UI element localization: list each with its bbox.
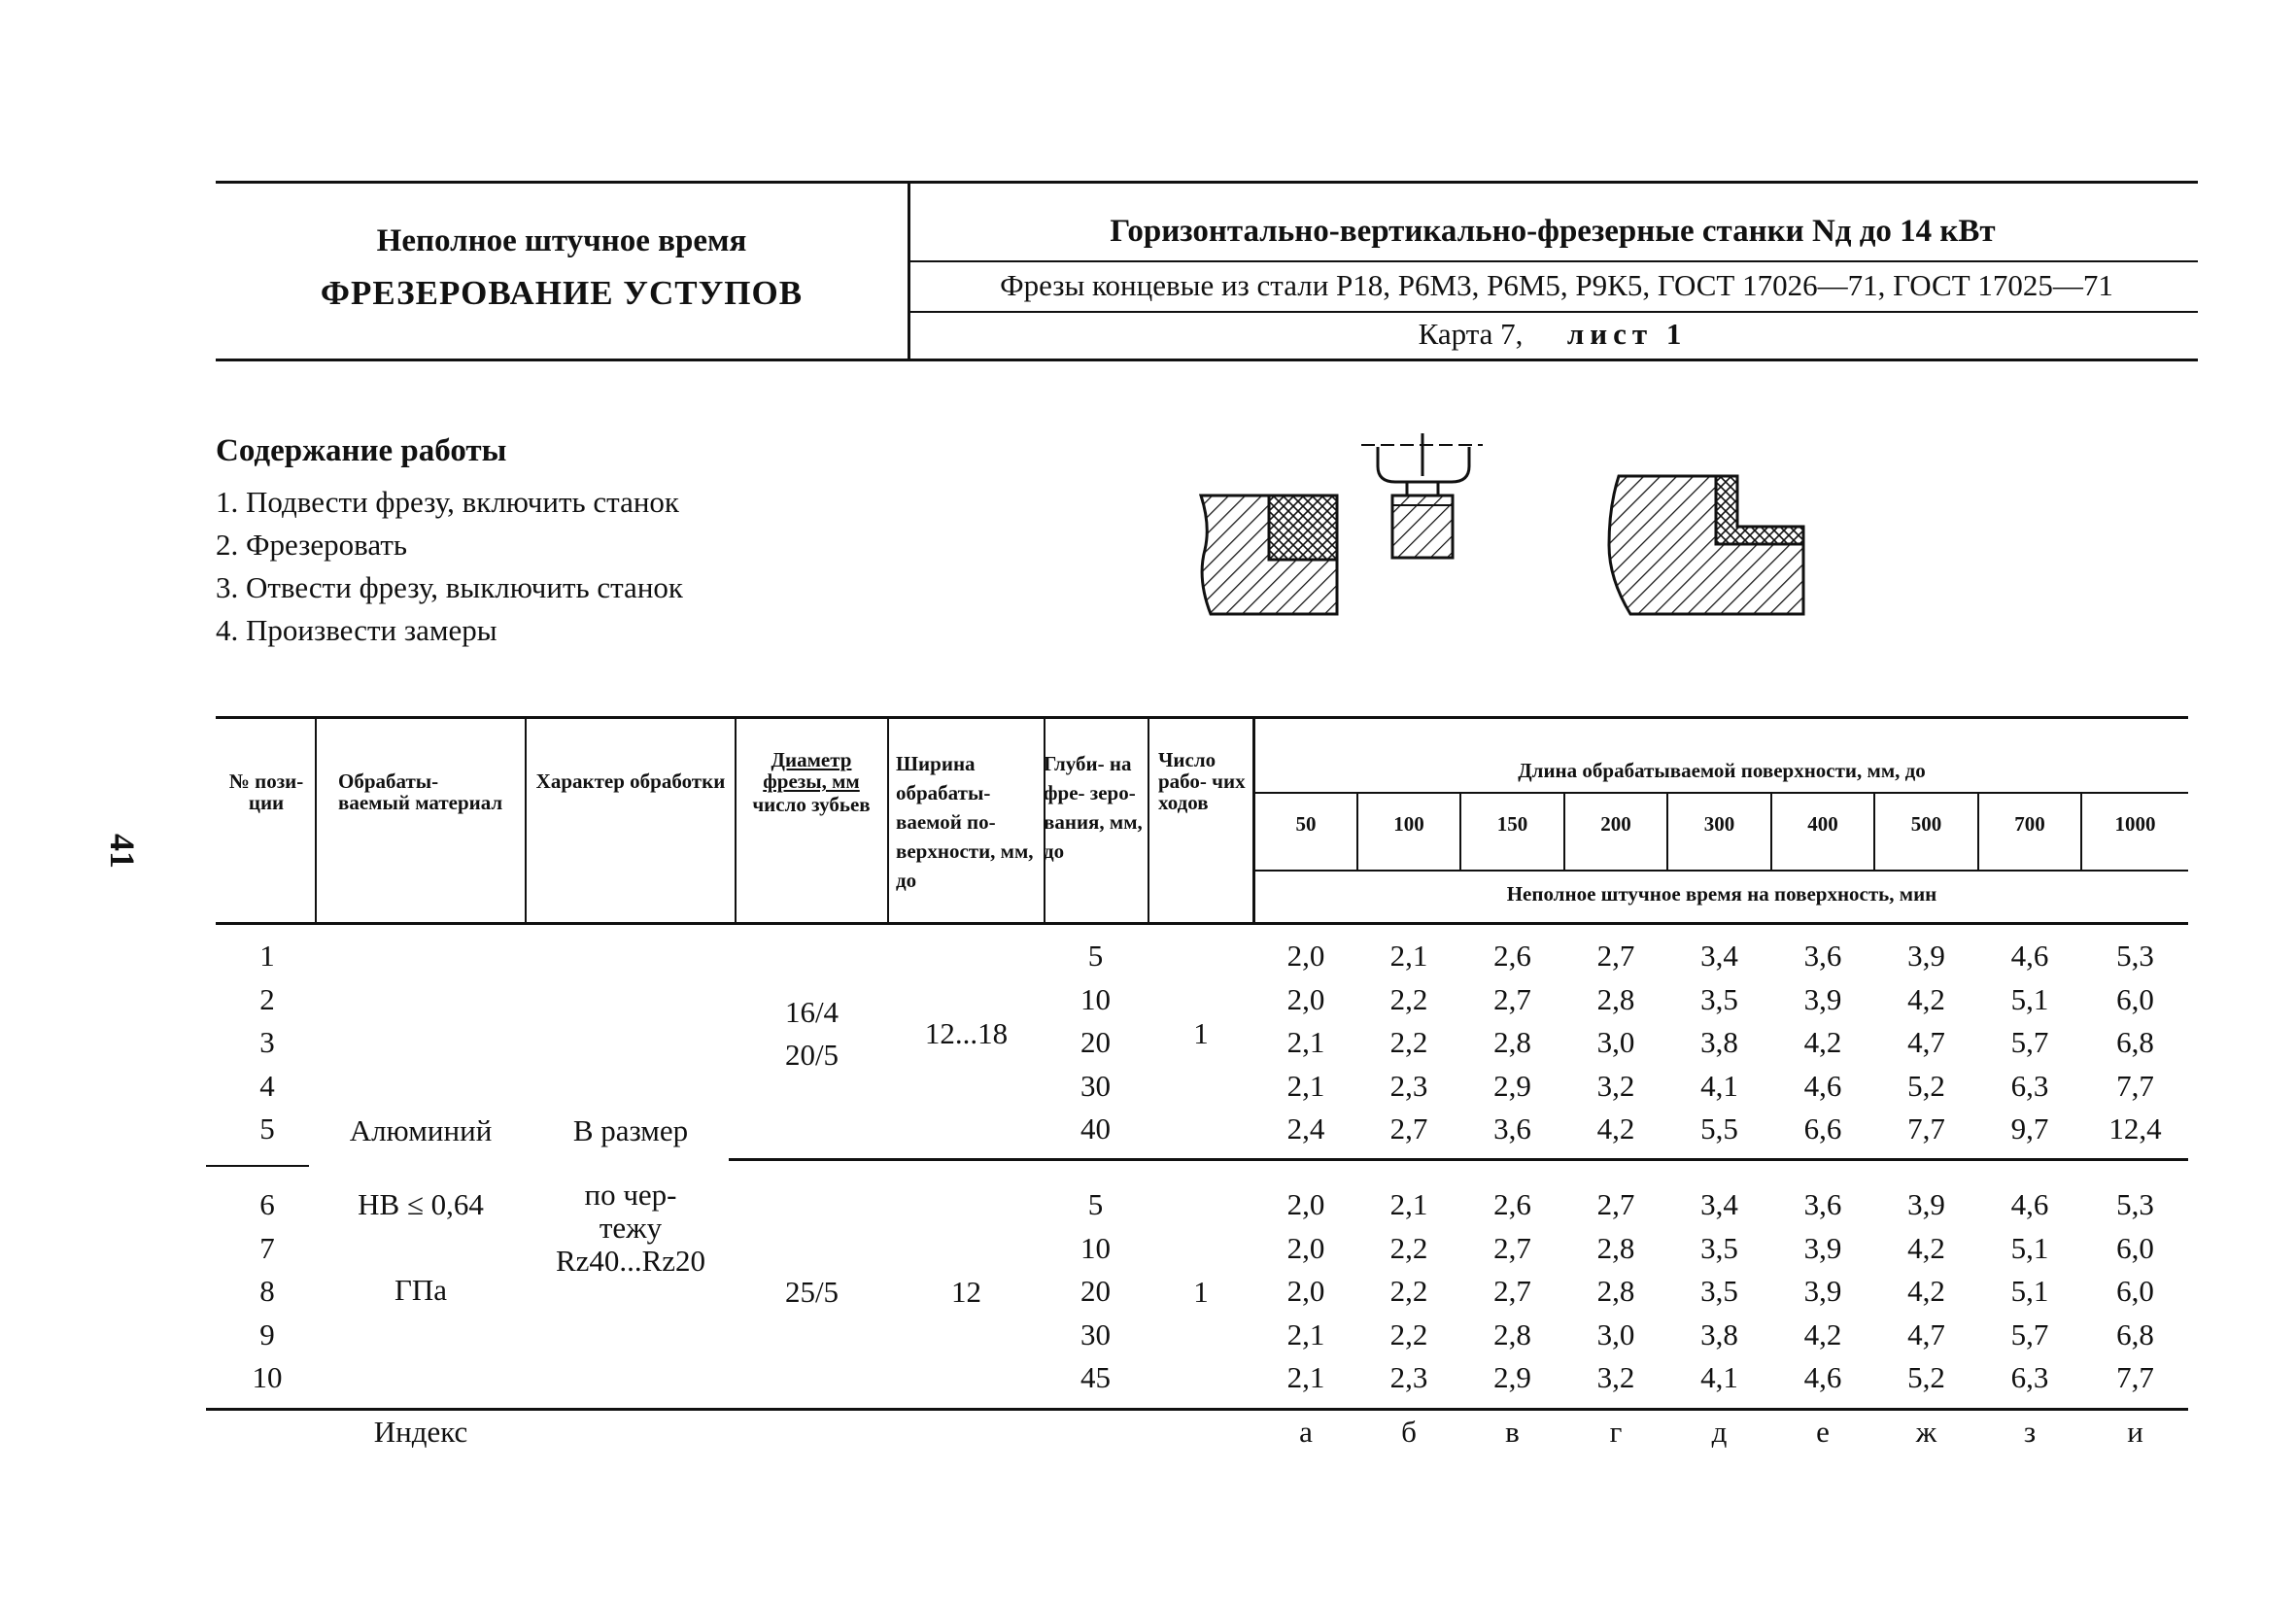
diameter-value: 25/5 <box>784 1275 840 1309</box>
time-value: 5,3 <box>2116 939 2154 973</box>
time-value: 2,9 <box>1493 1068 1531 1103</box>
work-step: 1. Подвести фрезу, включить станок <box>216 485 679 519</box>
time-value: 3,5 <box>1700 1230 1738 1265</box>
col-header-diameter: Диаметр фрезы, мм <box>763 748 860 793</box>
milling-step-diagram <box>1191 433 1823 628</box>
time-value: 3,0 <box>1596 1025 1635 1059</box>
time-value: 3,6 <box>1493 1111 1531 1145</box>
time-value: 5,2 <box>1907 1360 1945 1394</box>
col-header-passes: Число рабо- чих ходов <box>1158 748 1246 814</box>
material-name: Алюминий <box>349 1113 493 1147</box>
time-value: 9,7 <box>2010 1111 2049 1145</box>
workpiece-left-icon <box>1201 496 1337 614</box>
diameter-value: 16/4 <box>784 995 840 1029</box>
material-hardness: НВ ≤ 0,64 <box>358 1187 484 1221</box>
time-value: 2,4 <box>1286 1111 1325 1145</box>
index-letter: ж <box>1915 1415 1937 1449</box>
time-value: 3,4 <box>1700 1187 1738 1221</box>
material-unit: ГПа <box>394 1273 448 1307</box>
header-machine: Горизонтально-вертикально-фрезерные станки Nд до 14 кВт <box>1110 214 1996 249</box>
time-value: 2,3 <box>1389 1360 1428 1394</box>
col-header-depth: Глуби- на фре- зеро- вания, мм, до <box>1044 752 1143 863</box>
time-value: 2,2 <box>1389 1316 1428 1351</box>
time-value: 6,0 <box>2116 1274 2154 1308</box>
index-label: Индекс <box>373 1415 468 1449</box>
time-value: 2,2 <box>1389 981 1428 1016</box>
position-number: 4 <box>259 1068 275 1103</box>
depth-value: 5 <box>1087 939 1104 973</box>
process-line: В размер <box>572 1113 689 1147</box>
time-value: 2,1 <box>1389 939 1428 973</box>
time-value: 3,2 <box>1596 1360 1635 1394</box>
time-value: 2,8 <box>1596 1274 1635 1308</box>
time-value: 2,7 <box>1389 1111 1428 1145</box>
time-value: 3,9 <box>1907 1187 1945 1221</box>
time-value: 3,5 <box>1700 981 1738 1016</box>
length-header: 500 <box>1910 812 1942 836</box>
time-value: 2,2 <box>1389 1230 1428 1265</box>
length-header: 100 <box>1393 812 1424 836</box>
time-value: 5,2 <box>1907 1068 1945 1103</box>
work-content-title: Содержание работы <box>216 433 507 468</box>
time-value: 2,0 <box>1286 1230 1325 1265</box>
time-value: 4,6 <box>1803 1360 1842 1394</box>
time-value: 5,7 <box>2010 1025 2049 1059</box>
time-value: 4,1 <box>1700 1360 1738 1394</box>
process-line: тежу <box>599 1211 663 1245</box>
time-value: 3,5 <box>1700 1274 1738 1308</box>
work-step: 2. Фрезеровать <box>216 528 408 562</box>
card-number: Карта 7, <box>1418 317 1524 351</box>
time-value: 4,2 <box>1907 981 1945 1016</box>
work-content <box>216 433 1090 652</box>
time-value: 2,1 <box>1286 1068 1325 1103</box>
process-line: Rz40...Rz20 <box>555 1244 706 1278</box>
width-value: 12 <box>951 1275 981 1309</box>
time-value: 2,7 <box>1493 1230 1531 1265</box>
time-value: 6,0 <box>2116 981 2154 1016</box>
length-header: 200 <box>1600 812 1631 836</box>
position-number: 2 <box>259 981 275 1016</box>
passes-value: 1 <box>1193 1275 1209 1309</box>
time-value: 4,2 <box>1803 1316 1842 1351</box>
time-value: 5,3 <box>2116 1187 2154 1221</box>
time-value: 2,1 <box>1286 1025 1325 1059</box>
time-value: 3,9 <box>1803 1274 1842 1308</box>
time-value: 2,0 <box>1286 1187 1325 1221</box>
time-value: 4,2 <box>1907 1274 1945 1308</box>
time-value: 2,1 <box>1389 1187 1428 1221</box>
col-header-length-group: Длина обрабатываемой поверхности, мм, до <box>1518 759 1926 782</box>
position-number: 1 <box>259 939 275 973</box>
time-value: 2,8 <box>1596 1230 1635 1265</box>
col-header-width: Ширина обрабаты- ваемой по- верхности, мм, до <box>896 752 1034 892</box>
time-value: 2,8 <box>1596 981 1635 1016</box>
depth-value: 30 <box>1080 1068 1111 1103</box>
time-value: 6,3 <box>2010 1068 2049 1103</box>
time-value: 4,2 <box>1803 1025 1842 1059</box>
passes-value: 1 <box>1193 1016 1209 1050</box>
time-value: 6,6 <box>1803 1111 1842 1145</box>
time-value: 5,1 <box>2010 1230 2049 1265</box>
work-step: 3. Отвести фрезу, выключить станок <box>216 570 683 604</box>
time-value: 2,3 <box>1389 1068 1428 1103</box>
time-value: 3,4 <box>1700 939 1738 973</box>
time-value: 2,1 <box>1286 1316 1325 1351</box>
end-mill-cutter-icon <box>1361 433 1483 558</box>
time-value: 2,2 <box>1389 1025 1428 1059</box>
position-number: 6 <box>259 1187 275 1221</box>
depth-value: 5 <box>1087 1187 1104 1221</box>
index-letter: б <box>1401 1415 1417 1449</box>
col-header-time-group: Неполное штучное время на поверхность, мин <box>1506 882 1937 906</box>
time-value: 7,7 <box>2116 1360 2154 1394</box>
depth-value: 20 <box>1080 1274 1111 1308</box>
time-norms-table <box>206 716 2188 1454</box>
time-value: 4,1 <box>1700 1068 1738 1103</box>
header-card <box>908 317 2198 352</box>
diameter-value: 20/5 <box>784 1038 840 1072</box>
col-header-teeth: число зубьев <box>752 793 871 816</box>
time-value: 5,1 <box>2010 981 2049 1016</box>
depth-value: 45 <box>1080 1360 1111 1394</box>
time-value: 4,7 <box>1907 1316 1945 1351</box>
position-number: 8 <box>259 1274 275 1308</box>
time-value: 3,8 <box>1700 1025 1738 1059</box>
time-value: 2,0 <box>1286 981 1325 1016</box>
position-number: 10 <box>252 1360 283 1394</box>
time-value: 5,1 <box>2010 1274 2049 1308</box>
time-value: 2,6 <box>1493 939 1531 973</box>
header-cutters: Фрезы концевые из стали Р18, Р6М3, Р6М5, Р9К5, ГОСТ 17026—71, ГОСТ 17025—71 <box>1000 268 2113 302</box>
time-value: 3,6 <box>1803 1187 1842 1221</box>
length-header: 1000 <box>2114 812 2156 836</box>
time-value: 3,9 <box>1907 939 1945 973</box>
time-value: 2,7 <box>1493 1274 1531 1308</box>
time-value: 4,6 <box>1803 1068 1842 1103</box>
time-value: 4,6 <box>2010 1187 2049 1221</box>
workpiece-right-icon <box>1609 476 1803 614</box>
time-value: 2,8 <box>1493 1316 1531 1351</box>
index-letter: з <box>2023 1415 2037 1449</box>
time-value: 2,0 <box>1286 939 1325 973</box>
width-value: 12...18 <box>924 1016 1009 1050</box>
length-header: 50 <box>1295 812 1317 836</box>
time-value: 5,5 <box>1700 1111 1738 1145</box>
depth-value: 20 <box>1080 1025 1111 1059</box>
time-value: 7,7 <box>1907 1111 1945 1145</box>
time-value: 4,6 <box>2010 939 2049 973</box>
time-value: 6,0 <box>2116 1230 2154 1265</box>
col-header-process: Характер обработки <box>535 769 726 793</box>
header-title: Неполное штучное время <box>376 223 747 258</box>
time-value: 2,9 <box>1493 1360 1531 1394</box>
index-letter: и <box>2127 1415 2143 1449</box>
work-step: 4. Произвести замеры <box>216 613 497 647</box>
time-value: 2,7 <box>1596 1187 1635 1221</box>
length-header: 400 <box>1807 812 1838 836</box>
time-value: 7,7 <box>2116 1068 2154 1103</box>
time-value: 6,3 <box>2010 1360 2049 1394</box>
position-number: 5 <box>259 1111 275 1145</box>
length-header: 700 <box>2014 812 2045 836</box>
index-letter: е <box>1816 1415 1830 1449</box>
time-value: 2,8 <box>1493 1025 1531 1059</box>
position-number: 3 <box>259 1025 275 1059</box>
process-line: по чер- <box>584 1178 677 1212</box>
index-letter: в <box>1505 1415 1520 1449</box>
time-value: 6,8 <box>2116 1025 2154 1059</box>
index-letter: а <box>1299 1415 1313 1449</box>
position-number: 9 <box>259 1316 275 1351</box>
document-header <box>216 181 2198 361</box>
time-value: 3,2 <box>1596 1068 1635 1103</box>
time-value: 6,8 <box>2116 1316 2154 1351</box>
depth-value: 10 <box>1080 1230 1111 1265</box>
time-value: 3,8 <box>1700 1316 1738 1351</box>
time-value: 3,9 <box>1803 1230 1842 1265</box>
time-value: 2,7 <box>1596 939 1635 973</box>
time-value: 5,7 <box>2010 1316 2049 1351</box>
page-number: 41 <box>103 834 142 869</box>
depth-value: 30 <box>1080 1316 1111 1351</box>
col-header-material: Обрабаты- ваемый материал <box>338 769 503 814</box>
time-value: 3,0 <box>1596 1316 1635 1351</box>
index-letter: г <box>1609 1415 1623 1449</box>
header-subtitle: ФРЕЗЕРОВАНИЕ УСТУПОВ <box>320 274 804 312</box>
time-value: 2,0 <box>1286 1274 1325 1308</box>
time-value: 2,6 <box>1493 1187 1531 1221</box>
time-value: 2,1 <box>1286 1360 1325 1394</box>
length-header: 150 <box>1496 812 1528 836</box>
time-value: 2,7 <box>1493 981 1531 1016</box>
time-value: 4,2 <box>1596 1111 1635 1145</box>
time-value: 4,2 <box>1907 1230 1945 1265</box>
col-header-position: № пози- ции <box>228 769 304 814</box>
time-value: 3,6 <box>1803 939 1842 973</box>
time-value: 2,2 <box>1389 1274 1428 1308</box>
length-header: 300 <box>1703 812 1735 836</box>
depth-value: 40 <box>1080 1111 1111 1145</box>
time-value: 4,7 <box>1907 1025 1945 1059</box>
sheet-number: лист 1 <box>1566 317 1688 351</box>
position-number: 7 <box>259 1230 275 1265</box>
index-letter: д <box>1711 1415 1728 1449</box>
depth-value: 10 <box>1080 981 1111 1016</box>
time-value: 3,9 <box>1803 981 1842 1016</box>
time-value: 12,4 <box>2108 1111 2162 1145</box>
